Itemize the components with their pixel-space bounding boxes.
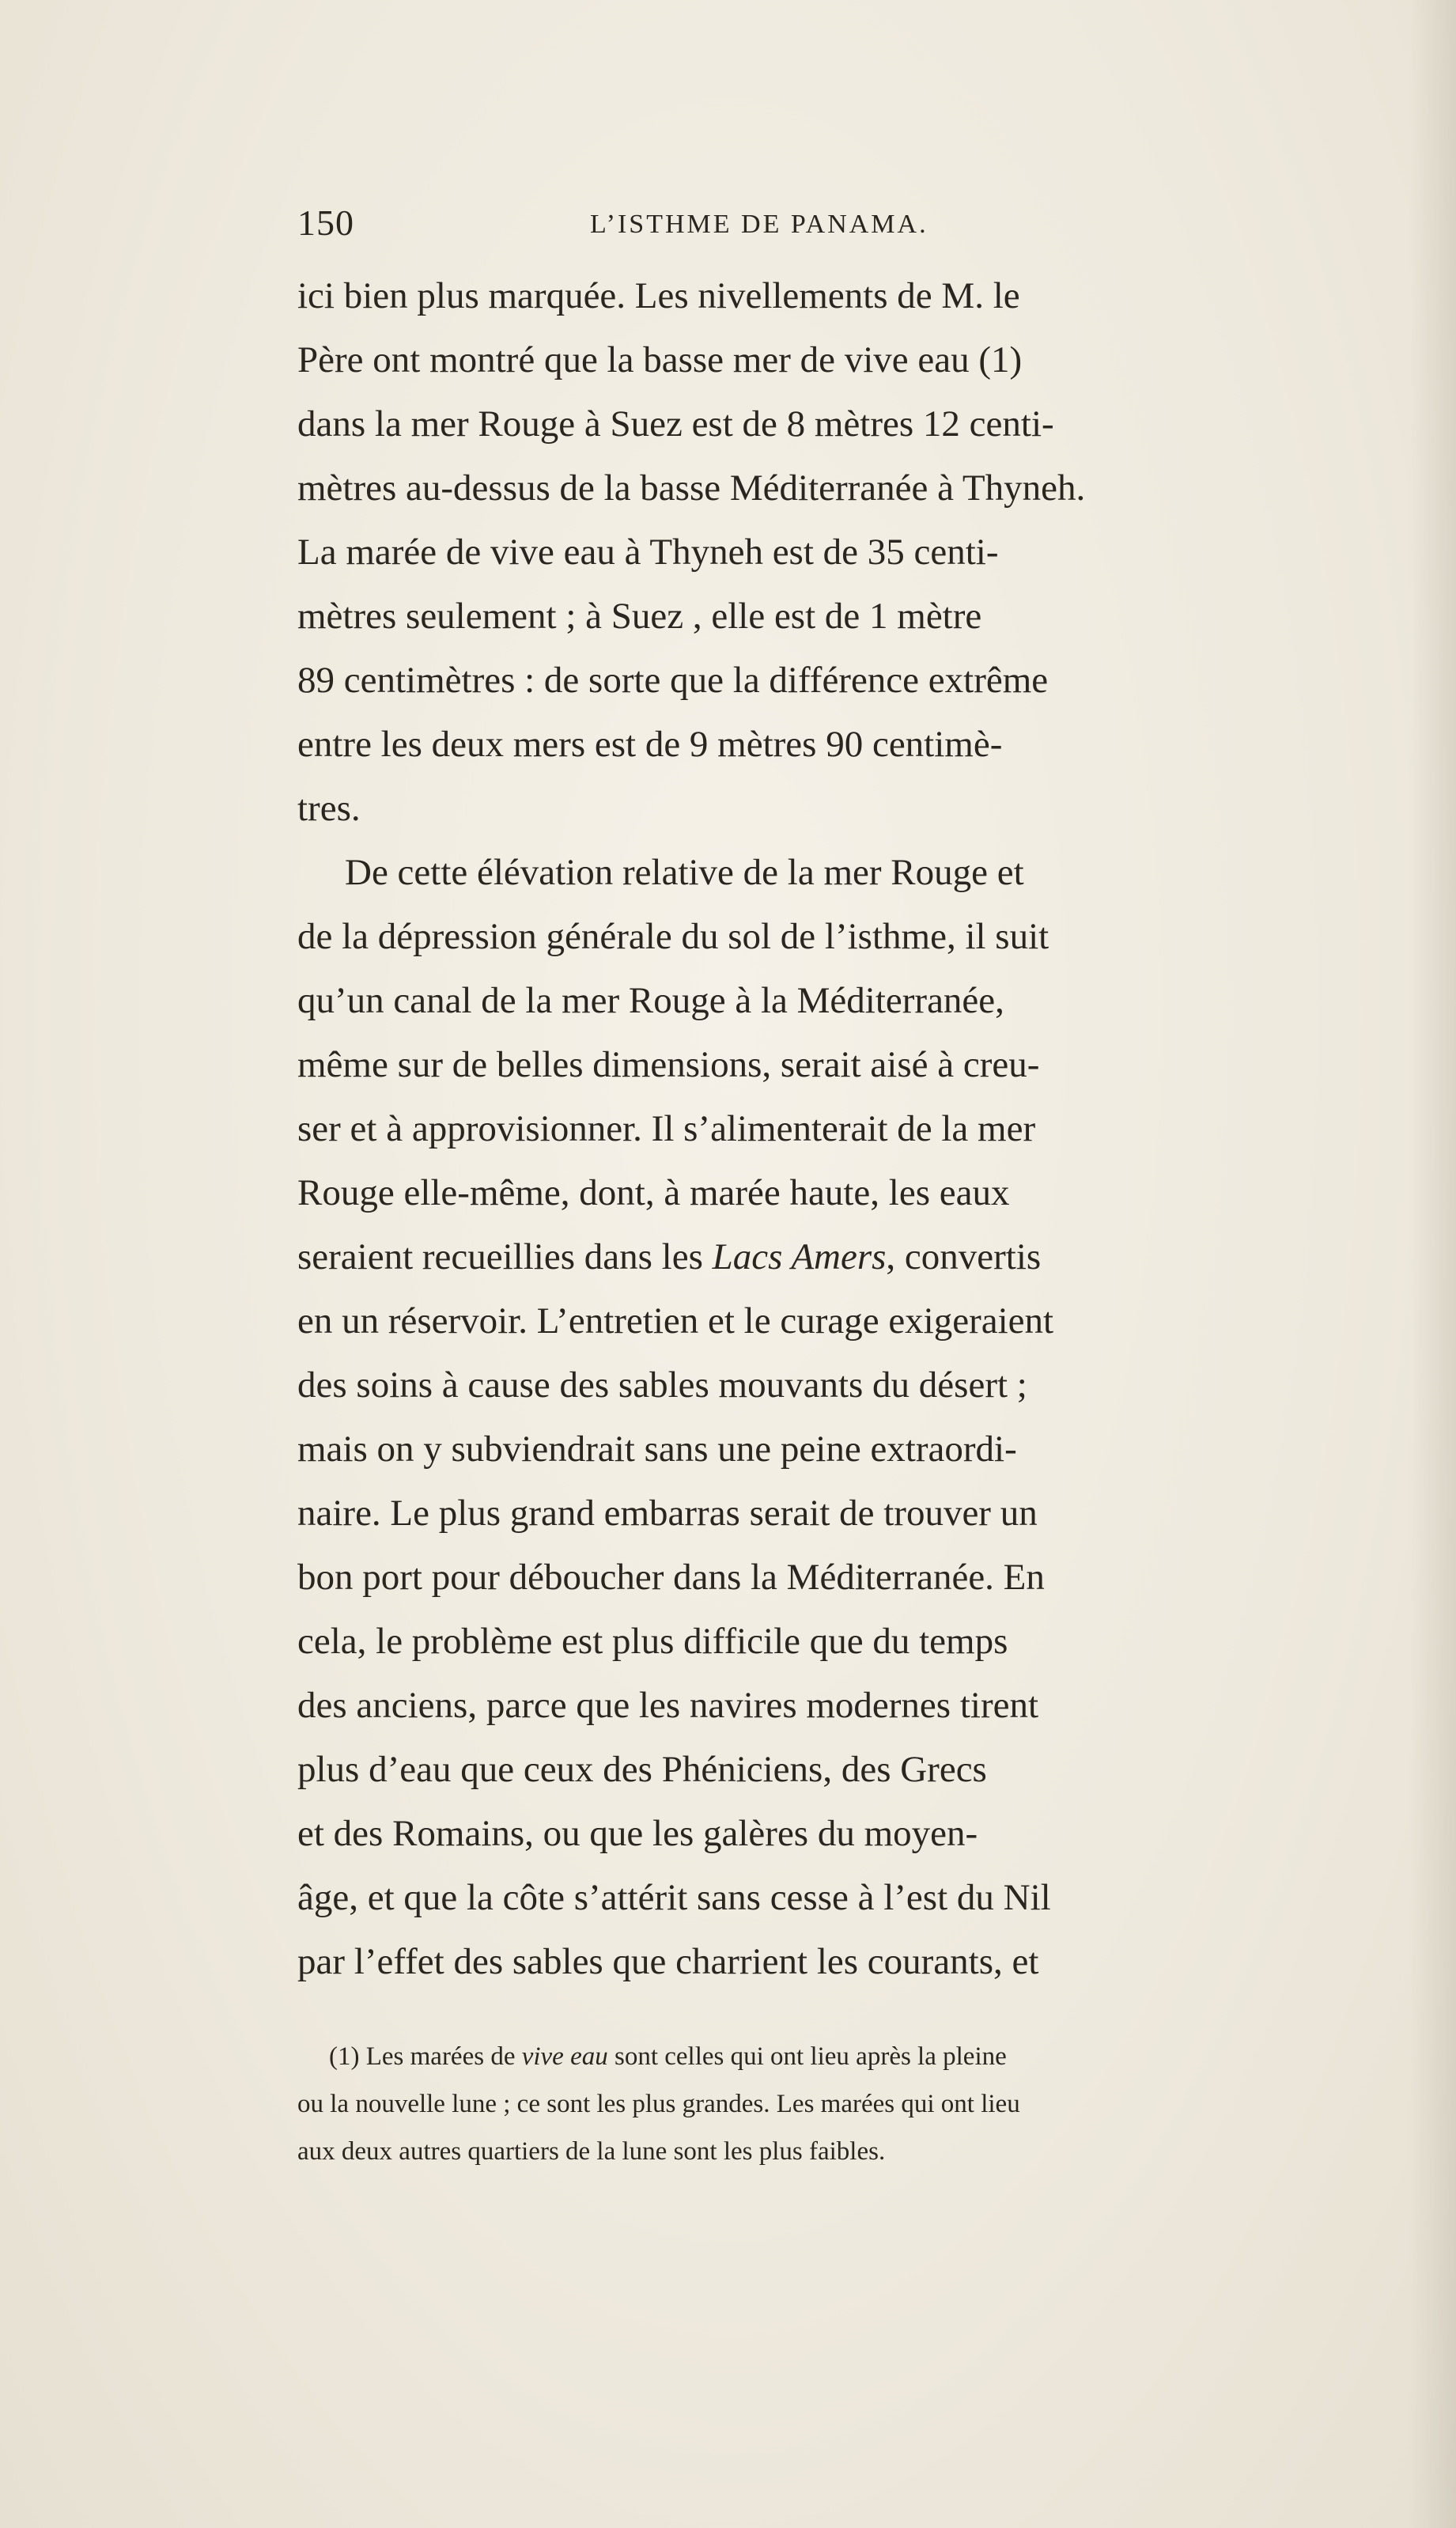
text-line bbox=[297, 585, 1349, 649]
text-line bbox=[297, 1033, 1349, 1097]
line-text: dans la mer Rouge à Suez est de 8 mètres 12 centi- bbox=[297, 403, 1054, 445]
line-text: mais on y subviendrait sans une peine extraordi- bbox=[297, 1429, 1017, 1470]
text-line bbox=[297, 1738, 1349, 1802]
footnote-line bbox=[297, 2033, 1349, 2080]
page-header bbox=[297, 199, 1357, 247]
line-text: des soins à cause des sables mouvants du désert ; bbox=[297, 1364, 1027, 1406]
line-text: entre les deux mers est de 9 mètres 90 centimè- bbox=[297, 724, 1003, 765]
line-text: en un réservoir. L’entretien et le curage exigeraient bbox=[297, 1300, 1054, 1342]
line-text: mètres au-dessus de la basse Méditerranée à Thyneh. bbox=[297, 467, 1086, 509]
line-text: et des Romains, ou que les galères du moyen- bbox=[297, 1813, 978, 1854]
line-text: ser et à approvisionner. Il s’alimenterait de la mer bbox=[297, 1108, 1036, 1149]
text-line bbox=[297, 1674, 1349, 1738]
text-line bbox=[297, 905, 1349, 969]
line-text: des anciens, parce que les navires modernes tirent bbox=[297, 1685, 1039, 1726]
line-text: Père ont montré que la basse mer de vive eau (1) bbox=[297, 339, 1023, 380]
line-text: seraient recueillies dans les bbox=[297, 1236, 703, 1277]
paragraph-start-line bbox=[297, 841, 1349, 905]
line-text: tres. bbox=[297, 788, 361, 829]
line-text: naire. Le plus grand embarras serait de trouver un bbox=[297, 1493, 1038, 1534]
line-text: , convertis bbox=[886, 1236, 1042, 1277]
text-line bbox=[297, 456, 1349, 520]
text-line bbox=[297, 713, 1349, 777]
text-line bbox=[297, 1289, 1349, 1353]
footnote-line: aux deux autres quartiers de la lune sont les plus faibles. bbox=[297, 2137, 886, 2166]
text-line bbox=[297, 1353, 1349, 1417]
line-text: 89 centimètres : de sorte que la différence extrême bbox=[297, 660, 1049, 701]
line-text: ici bien plus marquée. Les nivellements de M. le bbox=[297, 275, 1020, 316]
text-line bbox=[297, 1930, 1349, 1994]
italic-term: Lacs Amers bbox=[712, 1236, 887, 1277]
line-text: Rouge elle-même, dont, à marée haute, les eaux bbox=[297, 1172, 1010, 1213]
text-line bbox=[297, 1097, 1349, 1161]
line-text: même sur de belles dimensions, serait aisé à creu- bbox=[297, 1044, 1040, 1085]
page-number: 150 bbox=[297, 202, 354, 243]
text-line bbox=[297, 777, 1349, 841]
text-line bbox=[297, 264, 1349, 328]
footnote-italic-term: vive eau bbox=[521, 2042, 608, 2071]
text-line bbox=[297, 1802, 1349, 1866]
body-text bbox=[297, 264, 1349, 1994]
text-line bbox=[297, 520, 1349, 585]
footnote-text: sont celles qui ont lieu après la pleine bbox=[614, 2042, 1007, 2071]
line-text: âge, et que la côte s’attérit sans cesse à l’est du Nil bbox=[297, 1877, 1051, 1918]
page-edge-shadow bbox=[1409, 0, 1456, 2528]
line-text: bon port pour déboucher dans la Méditerranée. En bbox=[297, 1557, 1045, 1598]
line-text: De cette élévation relative de la mer Rouge et bbox=[345, 852, 1024, 893]
text-line bbox=[297, 1482, 1349, 1546]
line-text: par l’effet des sables que charrient les courants, et bbox=[297, 1941, 1039, 1982]
footnote-marker: (1) Les marées de bbox=[329, 2042, 516, 2071]
footnote-line: ou la nouvelle lune ; ce sont les plus grandes. Les marées qui ont lieu bbox=[297, 2090, 1020, 2118]
line-text: plus d’eau que ceux des Phéniciens, des Grecs bbox=[297, 1749, 987, 1790]
line-text: mètres seulement ; à Suez , elle est de 1 mètre bbox=[297, 596, 982, 637]
text-line bbox=[297, 392, 1349, 456]
text-line bbox=[297, 1546, 1349, 1610]
text-line bbox=[297, 1161, 1349, 1225]
footnote bbox=[297, 2033, 1349, 2175]
line-text: qu’un canal de la mer Rouge à la Méditerranée, bbox=[297, 980, 1004, 1021]
text-line bbox=[297, 969, 1349, 1033]
text-line bbox=[297, 1417, 1349, 1482]
text-line bbox=[297, 1866, 1349, 1930]
line-text: cela, le problème est plus difficile que du temps bbox=[297, 1621, 1008, 1662]
text-line bbox=[297, 328, 1349, 392]
line-text: La marée de vive eau à Thyneh est de 35 centi- bbox=[297, 532, 999, 573]
running-title: L’ISTHME DE PANAMA. bbox=[590, 210, 928, 239]
text-line bbox=[297, 1225, 1349, 1289]
line-text: de la dépression générale du sol de l’isthme, il suit bbox=[297, 916, 1049, 957]
text-line bbox=[297, 649, 1349, 713]
text-line bbox=[297, 1610, 1349, 1674]
